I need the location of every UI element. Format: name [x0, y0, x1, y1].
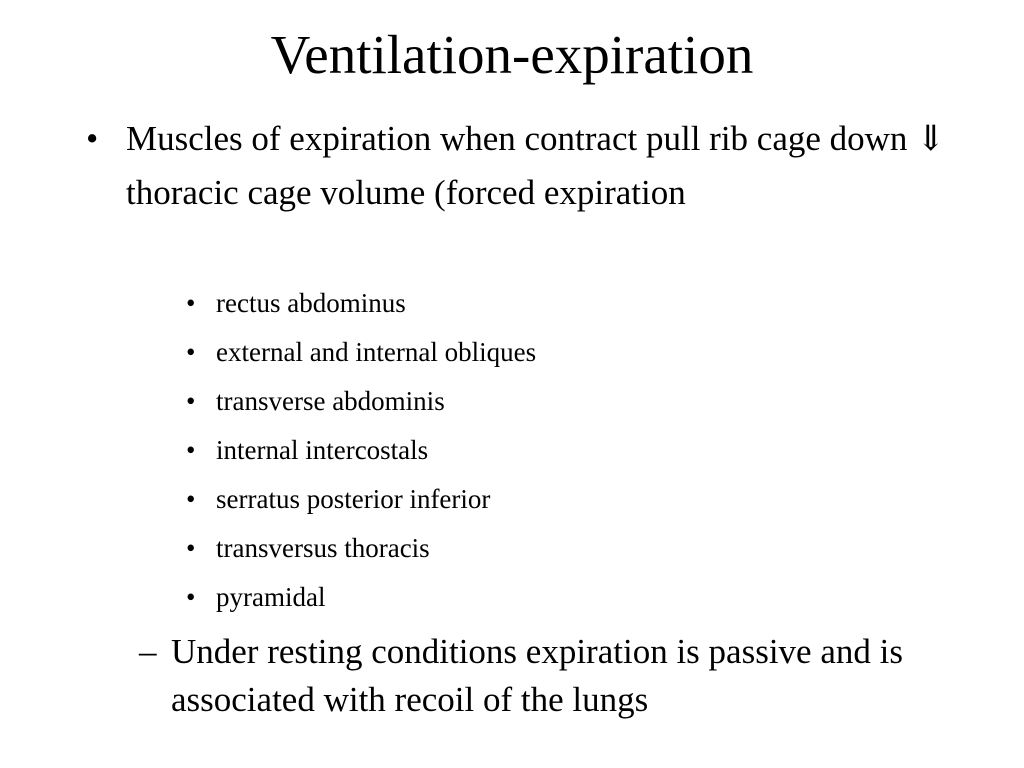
dash-marker: – — [139, 632, 157, 671]
bullet-marker: • — [186, 288, 196, 318]
list-item-text: external and internal obliques — [216, 337, 537, 367]
bullet-marker: • — [186, 582, 196, 612]
bullet-marker: • — [186, 337, 196, 367]
list-item — [186, 331, 886, 380]
slide-title: Ventilation-expiration — [270, 24, 754, 85]
list-item-text: transversus thoracis — [216, 533, 430, 563]
bullet-marker: • — [86, 119, 99, 158]
list-item — [186, 576, 886, 625]
list-item — [186, 282, 886, 331]
list-item-text: serratus posterior inferior — [216, 484, 491, 514]
bullet-marker: • — [186, 484, 196, 514]
list-item — [186, 429, 886, 478]
list-item — [186, 527, 886, 576]
main-bullet-text: Muscles of expiration when contract pull rib cage down ⇓ thoracic cage volume (forced expiration — [126, 119, 946, 212]
list-item-text: rectus abdominus — [216, 288, 406, 318]
list-item-text: pyramidal — [216, 582, 326, 612]
list-item — [186, 380, 886, 429]
list-item-text: internal intercostals — [216, 435, 429, 465]
bullet-marker: • — [186, 533, 196, 563]
list-item-text: transverse abdominis — [216, 386, 445, 416]
muscle-list — [186, 282, 886, 625]
list-item — [186, 478, 886, 527]
bullet-marker: • — [186, 435, 196, 465]
bullet-marker: • — [186, 386, 196, 416]
dash-bullet-text: Under resting conditions expiration is passive and is associated with recoil of the lungs — [171, 632, 903, 719]
